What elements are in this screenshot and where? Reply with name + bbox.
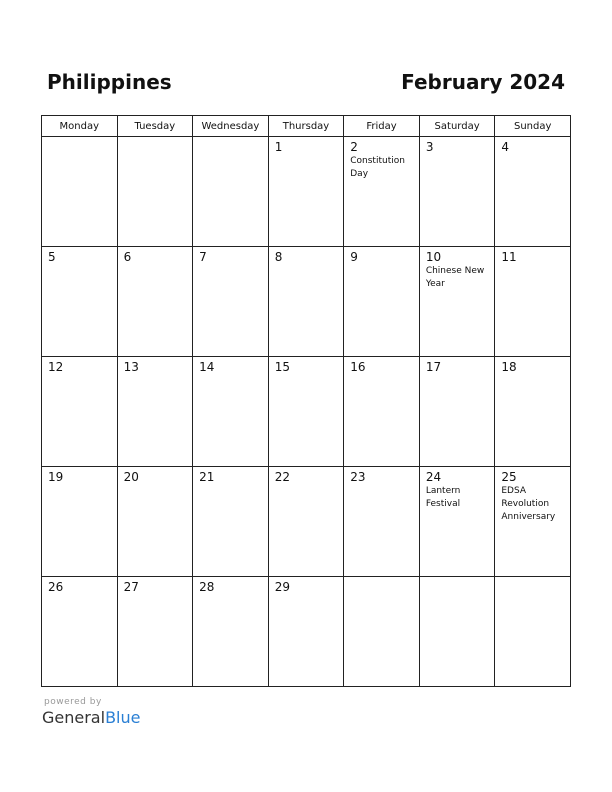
holiday-label (269, 484, 344, 485)
holiday-label (269, 594, 344, 595)
holiday-label (495, 264, 570, 265)
day-number: 23 (350, 470, 366, 484)
week-row (42, 247, 571, 357)
weekday-thursday: Thursday (268, 116, 344, 137)
weekday-wednesday: Wednesday (193, 116, 269, 137)
holiday-label (193, 140, 268, 141)
day-number: 1 (274, 140, 283, 154)
day-number: 9 (350, 250, 358, 264)
month-title: February 2024 (401, 70, 565, 94)
day-number: 12 (48, 360, 64, 374)
day-cell (344, 137, 420, 247)
day-number: 2 (350, 140, 358, 154)
holiday-label (495, 580, 570, 581)
holiday-label: Lantern Festival (425, 486, 461, 509)
holiday-label (118, 264, 193, 265)
brand-blue: Blue (105, 708, 141, 727)
day-cell (268, 247, 344, 357)
day-number: 7 (199, 250, 207, 264)
holiday-label (42, 140, 117, 141)
holiday-label (193, 264, 268, 265)
day-cell (268, 467, 344, 577)
day-number: 14 (199, 360, 215, 374)
day-cell (495, 577, 571, 687)
day-cell (42, 357, 118, 467)
day-number: 16 (350, 360, 366, 374)
day-number: 11 (501, 250, 517, 264)
holiday-label (495, 374, 570, 375)
day-number: 10 (425, 250, 442, 264)
holiday-label (193, 374, 268, 375)
holiday-label (495, 154, 570, 155)
day-cell (344, 357, 420, 467)
week-row (42, 467, 571, 577)
day-cell (42, 467, 118, 577)
day-cell (419, 467, 495, 577)
day-number: 26 (48, 580, 64, 594)
day-number: 15 (274, 360, 290, 374)
day-number: 13 (123, 360, 139, 374)
day-cell (495, 247, 571, 357)
holiday-label (420, 580, 495, 581)
day-cell (42, 137, 118, 247)
country-title: Philippines (47, 70, 172, 94)
day-cell (268, 137, 344, 247)
day-number: 28 (199, 580, 215, 594)
day-number: 27 (123, 580, 139, 594)
weekday-monday: Monday (42, 116, 118, 137)
holiday-label: Constitution Day (350, 156, 405, 179)
day-cell (193, 357, 269, 467)
day-cell (419, 577, 495, 687)
day-number: 18 (501, 360, 517, 374)
holiday-label (118, 374, 193, 375)
day-cell (42, 247, 118, 357)
day-cell (495, 137, 571, 247)
week-row (42, 577, 571, 687)
day-cell (117, 357, 193, 467)
holiday-label: Chinese New Year (425, 266, 485, 289)
day-cell (344, 247, 420, 357)
day-cell (495, 467, 571, 577)
weekday-friday: Friday (344, 116, 420, 137)
day-number: 5 (48, 250, 56, 264)
day-number: 22 (274, 470, 290, 484)
day-cell (344, 577, 420, 687)
day-number: 4 (501, 140, 510, 154)
day-cell (117, 137, 193, 247)
holiday-label (193, 594, 268, 595)
holiday-label (344, 374, 419, 375)
day-cell (419, 137, 495, 247)
day-cell (117, 247, 193, 357)
week-row (42, 137, 571, 247)
holiday-label (193, 484, 268, 485)
holiday-label (42, 374, 117, 375)
day-cell (344, 467, 420, 577)
holiday-label: EDSA Revolution Anniversary (501, 486, 556, 522)
day-cell (268, 577, 344, 687)
weekday-sunday: Sunday (495, 116, 571, 137)
day-cell (268, 357, 344, 467)
day-number: 17 (425, 360, 442, 374)
day-number: 24 (425, 470, 442, 484)
holiday-label (42, 484, 117, 485)
day-cell (495, 357, 571, 467)
week-row (42, 357, 571, 467)
weekday-tuesday: Tuesday (117, 116, 193, 137)
weekday-header-row (42, 116, 571, 137)
day-cell (193, 467, 269, 577)
holiday-label (42, 264, 117, 265)
day-cell (193, 247, 269, 357)
day-number: 6 (123, 250, 132, 264)
holiday-label (269, 374, 344, 375)
holiday-label (344, 580, 419, 581)
holiday-label (269, 154, 344, 155)
day-number: 3 (425, 140, 434, 154)
holiday-label (269, 264, 344, 265)
day-cell (419, 357, 495, 467)
day-number: 20 (123, 470, 139, 484)
holiday-label (42, 594, 117, 595)
holiday-label (118, 484, 193, 485)
day-cell (117, 467, 193, 577)
calendar-grid (41, 115, 571, 687)
brand-general: General (42, 708, 106, 727)
holiday-label (344, 264, 419, 265)
day-number: 25 (501, 470, 517, 484)
weekday-saturday: Saturday (419, 116, 495, 137)
day-cell (193, 577, 269, 687)
powered-by-text: powered by (44, 697, 102, 707)
holiday-label (344, 484, 419, 485)
holiday-label (420, 374, 495, 375)
day-cell (193, 137, 269, 247)
holiday-label (420, 154, 495, 155)
day-cell (419, 247, 495, 357)
day-number: 8 (274, 250, 283, 264)
day-cell (42, 577, 118, 687)
generalblue-logo (42, 708, 140, 727)
day-cell (117, 577, 193, 687)
holiday-label (118, 140, 193, 141)
day-number: 29 (274, 580, 290, 594)
day-number: 21 (199, 470, 215, 484)
holiday-label (118, 594, 193, 595)
day-number: 19 (48, 470, 64, 484)
